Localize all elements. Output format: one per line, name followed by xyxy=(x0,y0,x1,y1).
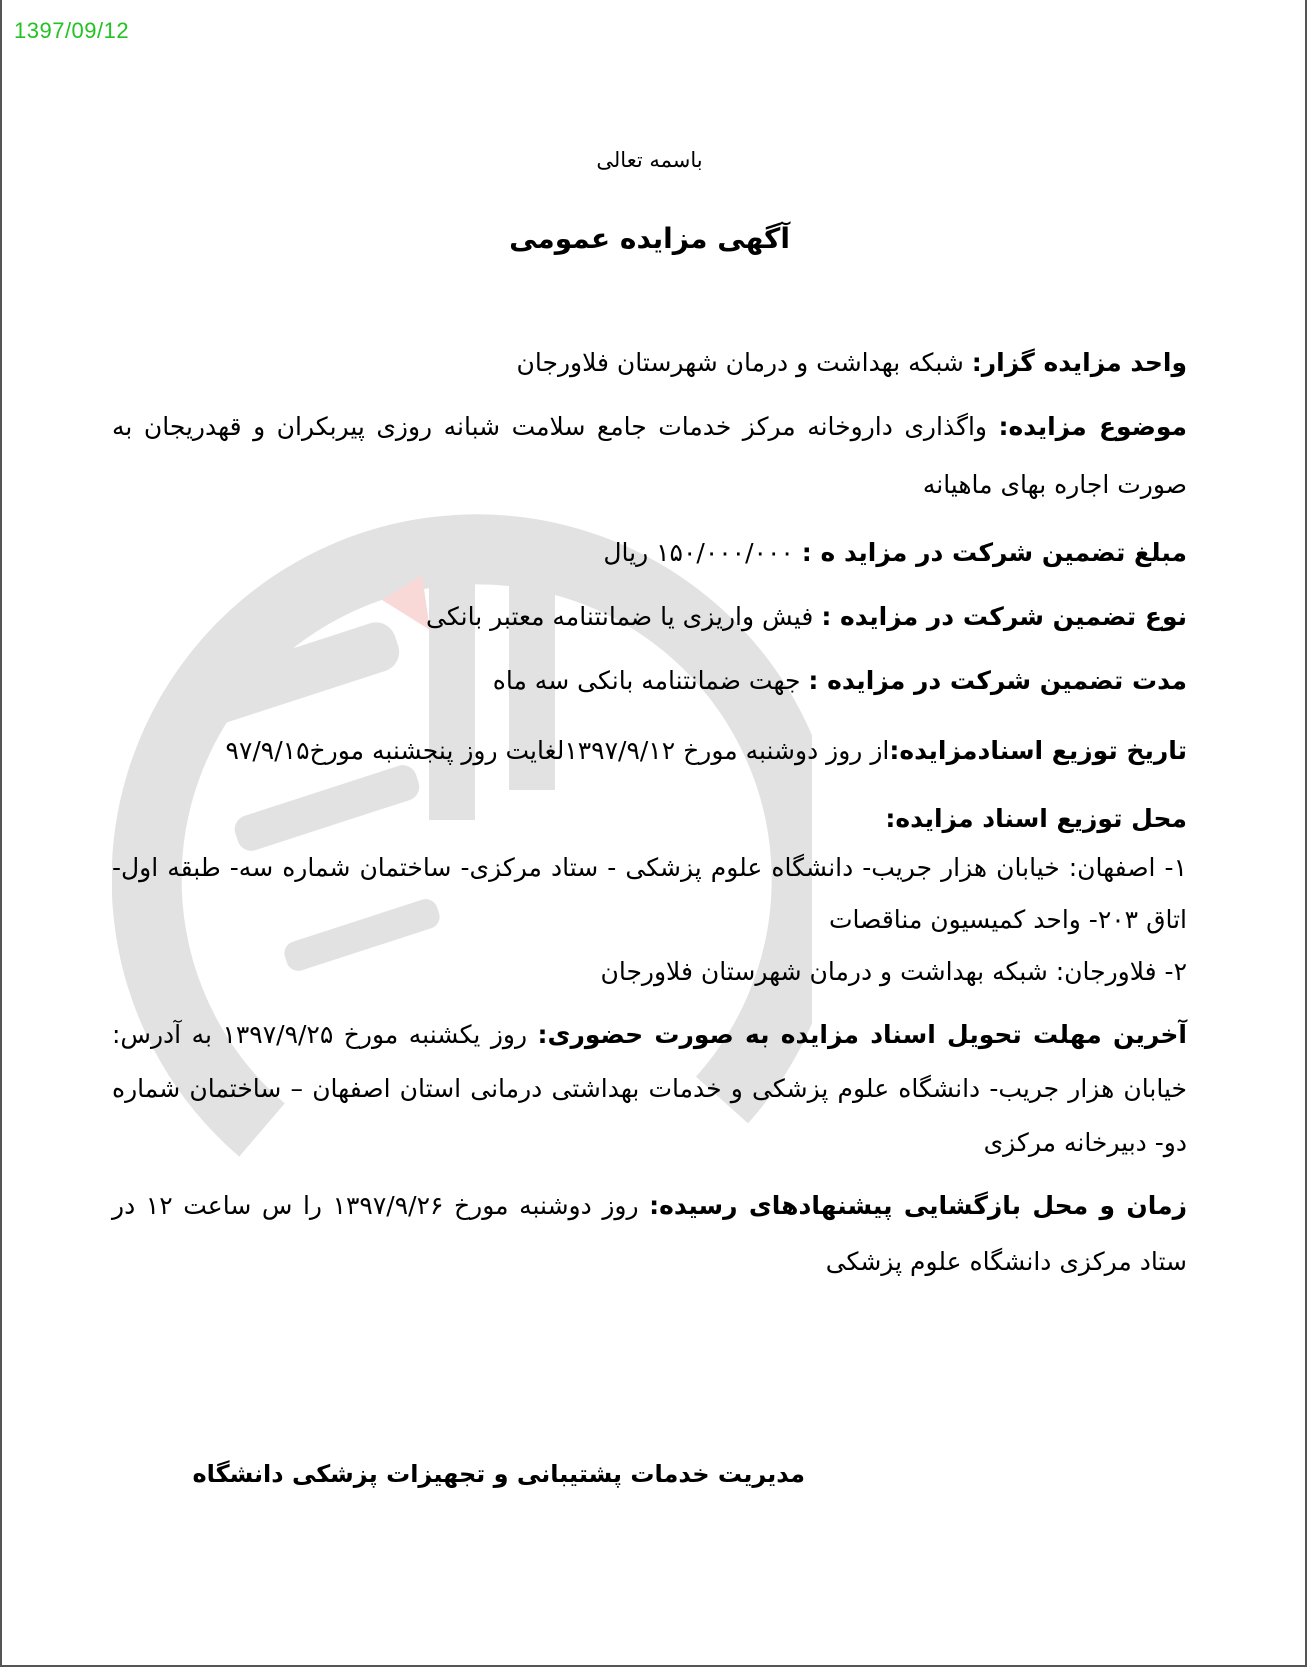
distribution-place-row xyxy=(112,790,1187,848)
unit-label: واحد مزایده گزار: xyxy=(971,348,1187,377)
guarantee-duration-row xyxy=(112,652,1187,710)
guarantee-duration-label: مدت تضمین شرکت در مزایده : xyxy=(808,666,1187,695)
subject-value: واگذاری داروخانه مرکز خدمات جامع سلامت شبانه روزی پیربکران و قهدریجان به صورت اجاره بهای ماهیانه xyxy=(112,412,1187,499)
deadline-row xyxy=(112,1008,1187,1170)
opening-label: زمان و محل بازگشایی پیشنهادهای رسیده: xyxy=(649,1191,1187,1220)
deadline-value: روز یکشنبه مورخ ۱۳۹۷/۹/۲۵ به آدرس: خیابان هزار جریب- دانشگاه علوم پزشکی و خدمات بهداشتی درمانی استان اصفهان – ساختمان شماره دو- دبیرخانه مرکزی xyxy=(112,1020,1187,1157)
distribution-place-label: محل توزیع اسناد مزایده: xyxy=(885,804,1187,833)
guarantee-amount-label: مبلغ تضمین شرکت در مزاید ه : xyxy=(801,538,1187,567)
guarantee-duration-value: جهت ضمانتنامه بانکی سه ماه xyxy=(492,666,809,695)
subject-label: موضوع مزایده: xyxy=(998,412,1188,441)
distribution-place-item-2: ۲- فلاورجان: شبکه بهداشت و درمان شهرستان فلاورجان xyxy=(600,957,1187,986)
opening-row xyxy=(112,1178,1187,1290)
guarantee-type-value: فیش واریزی یا ضمانتنامه معتبر بانکی xyxy=(426,602,822,631)
distribution-place-item-1: ۱- اصفهان: خیابان هزار جریب- دانشگاه علوم پزشکی - ستاد مرکزی- ساختمان شماره سه- طبقه اول- اتاق ۲۰۳- واحد کمیسیون مناقصات xyxy=(112,853,1187,934)
unit-row xyxy=(112,334,1187,392)
page-title: آگهی مزایده عمومی xyxy=(509,222,790,255)
deadline-label: آخرین مهلت تحویل اسناد مزایده به صورت حضوری: xyxy=(537,1020,1187,1049)
invocation: باسمه تعالی xyxy=(596,148,703,172)
opening-value: روز دوشنبه مورخ ۱۳۹۷/۹/۲۶ را س ساعت ۱۲ در ستاد مرکزی دانشگاه علوم پزشکی xyxy=(112,1191,1187,1276)
guarantee-amount-row xyxy=(112,524,1187,582)
distribution-date-row xyxy=(112,722,1187,780)
date-stamp: 1397/09/12 xyxy=(14,18,130,43)
unit-value: شبکه بهداشت و درمان شهرستان فلاورجان xyxy=(516,348,972,377)
guarantee-amount-value: ۱۵۰/۰۰۰/۰۰۰ ریال xyxy=(603,538,802,567)
subject-row xyxy=(112,398,1187,514)
guarantee-type-label: نوع تضمین شرکت در مزایده : xyxy=(821,602,1187,631)
guarantee-type-row xyxy=(112,588,1187,646)
distribution-date-value: از روز دوشنبه مورخ ۱۳۹۷/۹/۱۲لغایت روز پنجشنبه مورخ۹۷/۹/۱۵ xyxy=(225,736,890,765)
signature: مدیریت خدمات پشتیبانی و تجهیزات پزشکی دانشگاه xyxy=(192,1460,805,1488)
distribution-date-label: تاریخ توزیع اسنادمزایده: xyxy=(889,736,1187,765)
